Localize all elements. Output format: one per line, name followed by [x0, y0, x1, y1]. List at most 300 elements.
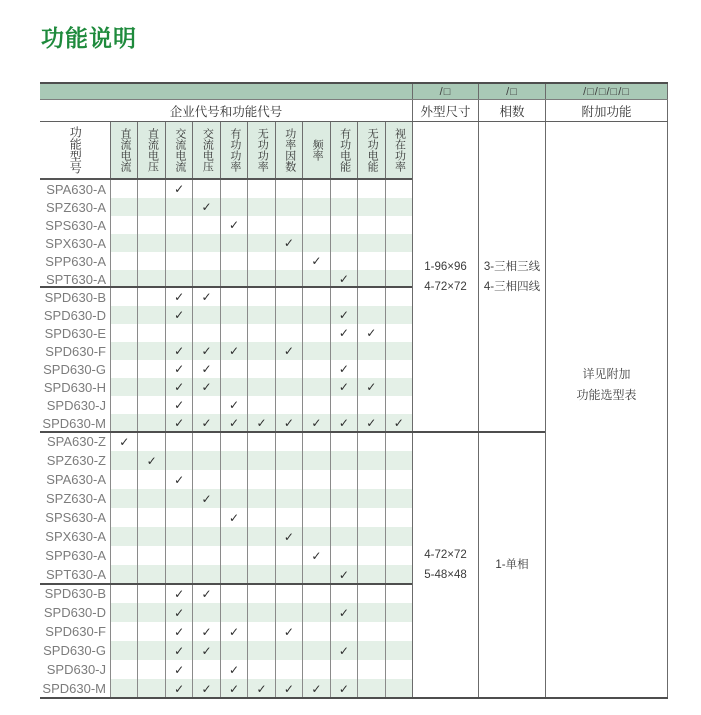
empty-cell: [137, 216, 164, 234]
model-label: SPS630-A: [15, 216, 110, 234]
empty-cell: [357, 451, 384, 470]
check-cell: ✓: [275, 414, 302, 432]
empty-cell: [302, 660, 329, 679]
check-cell: ✓: [330, 565, 357, 584]
empty-cell: [247, 216, 274, 234]
check-cell: ✓: [220, 396, 247, 414]
model-label: SPT630-A: [15, 565, 110, 584]
empty-cell: [385, 378, 412, 396]
empty-cell: [385, 508, 412, 527]
empty-cell: [110, 641, 137, 660]
empty-cell: [137, 470, 164, 489]
empty-cell: [357, 432, 384, 451]
empty-cell: [385, 641, 412, 660]
empty-cell: [330, 216, 357, 234]
check-cell: ✓: [330, 270, 357, 288]
empty-cell: [302, 288, 329, 306]
empty-cell: [192, 306, 219, 324]
empty-cell: [110, 180, 137, 198]
merged-cell-line: 1-单相: [495, 558, 529, 571]
empty-cell: [220, 432, 247, 451]
empty-cell: [302, 641, 329, 660]
empty-cell: [357, 180, 384, 198]
check-cell: ✓: [330, 414, 357, 432]
check-cell: ✓: [165, 470, 192, 489]
empty-cell: [247, 641, 274, 660]
empty-cell: [192, 432, 219, 451]
table-row: [15, 198, 412, 216]
empty-cell: [192, 565, 219, 584]
function-column-header: [192, 122, 219, 178]
function-column-header: [165, 122, 192, 178]
check-cell: ✓: [192, 584, 219, 603]
empty-cell: [385, 216, 412, 234]
empty-cell: [385, 324, 412, 342]
function-column-header: [385, 122, 412, 178]
empty-cell: [302, 342, 329, 360]
empty-cell: [302, 324, 329, 342]
empty-cell: [330, 198, 357, 216]
empty-cell: [137, 603, 164, 622]
table-row: [15, 432, 412, 451]
phase-value-group-2: [478, 432, 545, 698]
table-row: [15, 660, 412, 679]
empty-cell: [357, 198, 384, 216]
size-value-group-2: [412, 432, 478, 698]
check-cell: ✓: [247, 679, 274, 698]
empty-cell: [385, 660, 412, 679]
addon-note: [545, 122, 668, 698]
divider-group2-subsection: [40, 583, 412, 585]
empty-cell: [275, 660, 302, 679]
function-column-header-row: [40, 122, 412, 180]
empty-cell: [302, 451, 329, 470]
empty-cell: [165, 252, 192, 270]
merged-cell-line: 3-三相三线: [483, 260, 541, 273]
empty-cell: [357, 679, 384, 698]
check-cell: ✓: [192, 641, 219, 660]
model-label: SPD630-F: [15, 342, 110, 360]
empty-cell: [247, 306, 274, 324]
function-column-header: [220, 122, 247, 178]
empty-cell: [357, 508, 384, 527]
table-row: [15, 216, 412, 234]
empty-cell: [385, 546, 412, 565]
check-cell: ✓: [192, 288, 219, 306]
empty-cell: [110, 360, 137, 378]
function-column-header-label: 视在功率: [393, 128, 406, 172]
empty-cell: [110, 288, 137, 306]
empty-cell: [247, 565, 274, 584]
divider-group1-subsection: [40, 286, 412, 288]
empty-cell: [330, 451, 357, 470]
empty-cell: [302, 234, 329, 252]
merged-cell-line: 4-72×72: [424, 548, 467, 561]
empty-cell: [165, 489, 192, 508]
empty-cell: [192, 470, 219, 489]
empty-cell: [192, 324, 219, 342]
function-column-header-label: 交流电压: [201, 128, 214, 172]
empty-cell: [385, 527, 412, 546]
empty-cell: [385, 396, 412, 414]
empty-cell: [110, 234, 137, 252]
empty-cell: [192, 508, 219, 527]
empty-cell: [110, 324, 137, 342]
function-column-header-label: 频率: [311, 139, 324, 161]
empty-cell: [247, 584, 274, 603]
empty-cell: [220, 546, 247, 565]
empty-cell: [247, 432, 274, 451]
empty-cell: [110, 622, 137, 641]
empty-cell: [165, 451, 192, 470]
table-row: [15, 679, 412, 698]
empty-cell: [247, 603, 274, 622]
empty-cell: [137, 288, 164, 306]
band-left-spacer: [40, 84, 412, 99]
empty-cell: [137, 641, 164, 660]
table-row: [15, 324, 412, 342]
empty-cell: [220, 324, 247, 342]
empty-cell: [137, 432, 164, 451]
empty-cell: [357, 342, 384, 360]
empty-cell: [220, 234, 247, 252]
empty-cell: [192, 252, 219, 270]
model-column-header-label: 功能型号: [68, 126, 83, 174]
empty-cell: [220, 180, 247, 198]
function-column-header-label: 直流电流: [119, 128, 131, 172]
empty-cell: [137, 234, 164, 252]
empty-cell: [247, 660, 274, 679]
empty-cell: [302, 584, 329, 603]
function-column-header: [110, 122, 137, 178]
empty-cell: [302, 216, 329, 234]
empty-cell: [302, 508, 329, 527]
model-label: SPD630-M: [15, 679, 110, 698]
check-cell: ✓: [165, 288, 192, 306]
empty-cell: [220, 489, 247, 508]
check-cell: ✓: [275, 622, 302, 641]
empty-cell: [357, 641, 384, 660]
empty-cell: [357, 584, 384, 603]
empty-cell: [165, 508, 192, 527]
empty-cell: [330, 470, 357, 489]
table-row: [15, 360, 412, 378]
empty-cell: [357, 660, 384, 679]
empty-cell: [330, 432, 357, 451]
band-size-code: /□: [412, 84, 478, 99]
empty-cell: [302, 432, 329, 451]
check-cell: ✓: [357, 378, 384, 396]
empty-cell: [137, 306, 164, 324]
check-cell: ✓: [192, 414, 219, 432]
empty-cell: [302, 180, 329, 198]
empty-cell: [110, 342, 137, 360]
check-cell: ✓: [275, 679, 302, 698]
model-label: SPZ630-A: [15, 489, 110, 508]
empty-cell: [192, 180, 219, 198]
merged-cell-line: 功能选型表: [576, 388, 637, 402]
empty-cell: [385, 584, 412, 603]
band-phase-code: /□: [478, 84, 545, 99]
empty-cell: [137, 660, 164, 679]
check-cell: ✓: [165, 342, 192, 360]
check-cell: ✓: [220, 679, 247, 698]
empty-cell: [357, 216, 384, 234]
table-row: [15, 234, 412, 252]
model-label: SPA630-Z: [15, 432, 110, 451]
empty-cell: [330, 234, 357, 252]
empty-cell: [275, 216, 302, 234]
empty-cell: [192, 234, 219, 252]
table-row: [15, 508, 412, 527]
empty-cell: [110, 198, 137, 216]
function-column-header-label: 直流电压: [146, 128, 159, 172]
empty-cell: [110, 451, 137, 470]
model-label: SPX630-A: [15, 527, 110, 546]
empty-cell: [330, 396, 357, 414]
table-row: [15, 470, 412, 489]
empty-cell: [275, 378, 302, 396]
empty-cell: [165, 432, 192, 451]
check-cell: ✓: [330, 360, 357, 378]
model-label: SPD630-M: [15, 414, 110, 432]
empty-cell: [247, 180, 274, 198]
empty-cell: [110, 660, 137, 679]
check-cell: ✓: [357, 414, 384, 432]
check-cell: ✓: [165, 660, 192, 679]
check-cell: ✓: [220, 342, 247, 360]
empty-cell: [137, 508, 164, 527]
merged-cell-line: 详见附加: [582, 367, 631, 381]
empty-cell: [275, 565, 302, 584]
empty-cell: [302, 396, 329, 414]
empty-cell: [247, 527, 274, 546]
empty-cell: [165, 527, 192, 546]
table-row: [15, 603, 412, 622]
merged-cell-line: 1-96×96: [424, 260, 467, 273]
section-header-row: [40, 100, 668, 122]
empty-cell: [110, 378, 137, 396]
empty-cell: [357, 622, 384, 641]
empty-cell: [137, 584, 164, 603]
empty-cell: [357, 396, 384, 414]
check-cell: ✓: [165, 603, 192, 622]
empty-cell: [137, 378, 164, 396]
size-value-group-1: [412, 122, 478, 432]
empty-cell: [110, 508, 137, 527]
empty-cell: [247, 470, 274, 489]
empty-cell: [220, 306, 247, 324]
divider-between-groups: [40, 431, 545, 433]
empty-cell: [220, 565, 247, 584]
empty-cell: [330, 180, 357, 198]
empty-cell: [330, 622, 357, 641]
empty-cell: [220, 378, 247, 396]
empty-cell: [220, 198, 247, 216]
check-cell: ✓: [330, 378, 357, 396]
model-label: SPD630-E: [15, 324, 110, 342]
model-label: SPD630-B: [15, 584, 110, 603]
empty-cell: [220, 288, 247, 306]
empty-cell: [247, 489, 274, 508]
model-label: SPD630-D: [15, 306, 110, 324]
empty-cell: [247, 234, 274, 252]
empty-cell: [385, 622, 412, 641]
empty-cell: [137, 180, 164, 198]
check-cell: ✓: [302, 414, 329, 432]
model-column-header: [40, 122, 110, 178]
phase-value-group-1: [478, 122, 545, 432]
empty-cell: [275, 508, 302, 527]
empty-cell: [330, 584, 357, 603]
empty-cell: [192, 603, 219, 622]
model-label: SPT630-A: [15, 270, 110, 288]
empty-cell: [275, 451, 302, 470]
empty-cell: [385, 470, 412, 489]
empty-cell: [220, 470, 247, 489]
check-cell: ✓: [220, 508, 247, 527]
empty-cell: [247, 546, 274, 565]
function-column-header-label: 交流电流: [173, 128, 186, 172]
check-cell: ✓: [330, 603, 357, 622]
function-column-header: [357, 122, 384, 178]
empty-cell: [165, 546, 192, 565]
check-cell: ✓: [220, 216, 247, 234]
empty-cell: [247, 451, 274, 470]
empty-cell: [220, 527, 247, 546]
function-column-header-label: 功率因数: [283, 128, 296, 172]
model-label: SPD630-H: [15, 378, 110, 396]
function-column-header: [302, 122, 329, 178]
empty-cell: [385, 360, 412, 378]
empty-cell: [137, 360, 164, 378]
empty-cell: [330, 660, 357, 679]
empty-cell: [330, 546, 357, 565]
empty-cell: [275, 641, 302, 660]
check-cell: ✓: [302, 252, 329, 270]
empty-cell: [110, 489, 137, 508]
empty-cell: [192, 396, 219, 414]
empty-cell: [110, 414, 137, 432]
empty-cell: [247, 252, 274, 270]
empty-cell: [357, 252, 384, 270]
model-label: SPP630-A: [15, 252, 110, 270]
empty-cell: [247, 198, 274, 216]
check-cell: ✓: [165, 584, 192, 603]
empty-cell: [357, 489, 384, 508]
empty-cell: [137, 622, 164, 641]
empty-cell: [110, 584, 137, 603]
empty-cell: [165, 565, 192, 584]
function-column-header-label: 无功功率: [256, 128, 269, 172]
empty-cell: [302, 603, 329, 622]
merged-cell-line: 4-三相四线: [483, 281, 541, 293]
model-label: SPD630-J: [15, 660, 110, 679]
empty-cell: [357, 306, 384, 324]
table-row: [15, 342, 412, 360]
empty-cell: [275, 288, 302, 306]
empty-cell: [357, 527, 384, 546]
empty-cell: [330, 342, 357, 360]
check-cell: ✓: [330, 306, 357, 324]
empty-cell: [110, 546, 137, 565]
empty-cell: [357, 565, 384, 584]
empty-cell: [137, 679, 164, 698]
empty-cell: [302, 378, 329, 396]
empty-cell: [137, 396, 164, 414]
empty-cell: [302, 306, 329, 324]
empty-cell: [110, 527, 137, 546]
check-cell: ✓: [330, 679, 357, 698]
check-cell: ✓: [275, 342, 302, 360]
empty-cell: [220, 451, 247, 470]
model-label: SPD630-G: [15, 360, 110, 378]
model-label: SPD630-J: [15, 396, 110, 414]
check-cell: ✓: [247, 414, 274, 432]
empty-cell: [385, 603, 412, 622]
check-cell: ✓: [302, 679, 329, 698]
empty-cell: [247, 288, 274, 306]
empty-cell: [385, 432, 412, 451]
model-label: SPZ630-A: [15, 198, 110, 216]
check-cell: ✓: [137, 451, 164, 470]
empty-cell: [385, 180, 412, 198]
empty-cell: [110, 679, 137, 698]
table-row: [15, 414, 412, 432]
check-cell: ✓: [385, 414, 412, 432]
table-row: [15, 527, 412, 546]
check-cell: ✓: [220, 414, 247, 432]
empty-cell: [330, 489, 357, 508]
empty-cell: [247, 342, 274, 360]
table-row: [15, 546, 412, 565]
table-row: [15, 584, 412, 603]
empty-cell: [275, 470, 302, 489]
empty-cell: [275, 432, 302, 451]
empty-cell: [302, 360, 329, 378]
empty-cell: [220, 603, 247, 622]
function-column-header: [247, 122, 274, 178]
check-cell: ✓: [192, 679, 219, 698]
empty-cell: [275, 252, 302, 270]
check-cell: ✓: [220, 660, 247, 679]
model-rows-group-1: [15, 180, 412, 432]
check-cell: ✓: [165, 414, 192, 432]
check-cell: ✓: [275, 527, 302, 546]
empty-cell: [165, 234, 192, 252]
model-label: SPX630-A: [15, 234, 110, 252]
empty-cell: [110, 252, 137, 270]
table-row: [15, 489, 412, 508]
empty-cell: [275, 546, 302, 565]
empty-cell: [275, 489, 302, 508]
table-row: [15, 288, 412, 306]
empty-cell: [247, 324, 274, 342]
empty-cell: [192, 660, 219, 679]
empty-cell: [275, 603, 302, 622]
empty-cell: [385, 342, 412, 360]
empty-cell: [137, 489, 164, 508]
empty-cell: [192, 451, 219, 470]
model-label: SPA630-A: [15, 470, 110, 489]
empty-cell: [110, 306, 137, 324]
check-cell: ✓: [220, 622, 247, 641]
model-label: SPD630-G: [15, 641, 110, 660]
empty-cell: [110, 396, 137, 414]
empty-cell: [137, 252, 164, 270]
empty-cell: [385, 288, 412, 306]
table-row: [15, 252, 412, 270]
